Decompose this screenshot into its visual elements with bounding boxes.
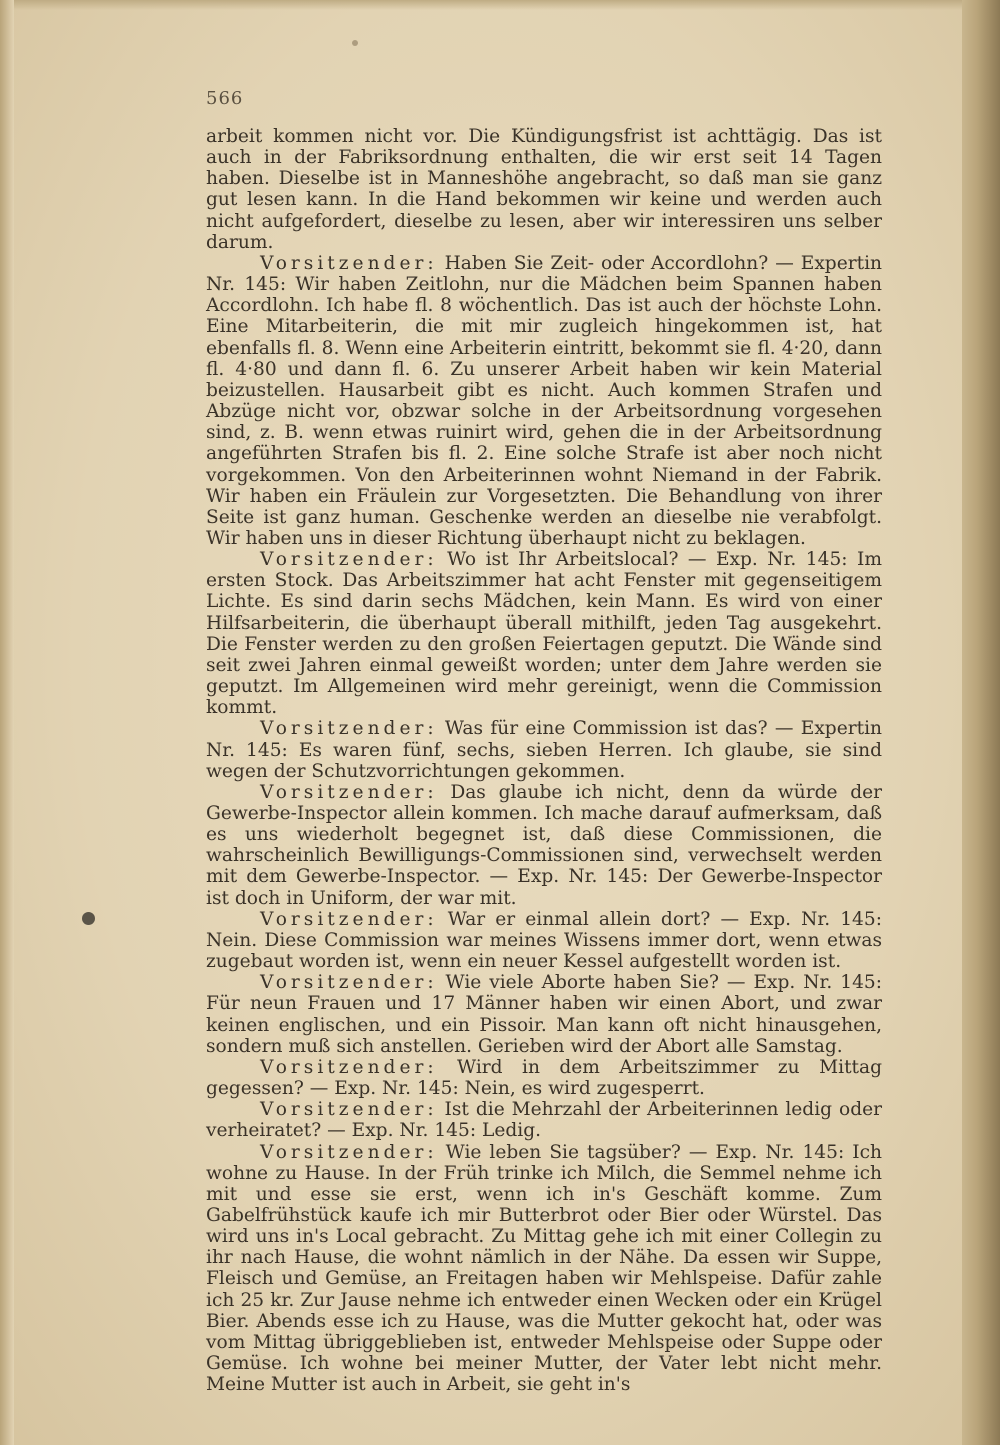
paragraph-text: Haben Sie Zeit- oder Accordlohn? — Expertin Nr. 145: Wir haben Zeitlohn, nur die Mädchen beim Spannen haben Accordlohn. Ich habe fl. 8 wöchentlich. Das ist auch der höchste Lohn. Eine Mitarbeiterin, die mit mir zugleich hingekommen ist, hat ebenfalls fl. 8. Wenn eine Arbeiterin eintritt, bekommt sie fl. 4·20, dann fl. 4·80 und dann fl. 6. Zu unserer Arbeit haben wir kein Material beizustellen. Hausarbeit gibt es nicht. Auch kommen Strafen und Abzüge nicht vor, obzwar solche in der Arbeitsordnung vorgesehen sind, z. B. wenn etwas ruinirt wird, gehen die in der Arbeitsordnung angeführten Strafen bis fl. 2. Eine solche Strafe ist aber noch nicht vorgekommen. Von den Arbeiterinnen wohnt Niemand in der Fabrik. Wir haben ein Fräulein zur Vorgesetzten. Die Behandlung von ihrer Seite ist ganz human. Geschenke werden an dieselbe nie verabfolgt. Wir haben uns in dieser Richtung überhaupt nicht zu beklagen. [206, 252, 882, 549]
paragraph-text: Was für eine Commission ist das? — Expertin Nr. 145: Es waren fünf, sechs, sieben Herren. Ich glaube, sie sind wegen der Schutzvorrichtungen gekommen. [206, 718, 882, 782]
paragraph [206, 909, 882, 972]
speaker-label: Vorsitzender: [260, 972, 438, 994]
body-text [206, 126, 882, 1395]
paragraph-text: Ist die Mehrzahl der Arbeiterinnen ledig oder verheiratet? — Exp. Nr. 145: Ledig. [206, 1099, 882, 1142]
speaker-label: Vorsitzender: [260, 908, 438, 930]
page-number: 566 [206, 88, 244, 109]
speaker-label: Vorsitzender: [260, 1141, 438, 1163]
speaker-label: Vorsitzender: [260, 1056, 438, 1078]
paragraph [206, 1142, 882, 1396]
paragraph-text: arbeit kommen nicht vor. Die Kündigungsfrist ist achttägig. Das ist auch in der Fabriksordnung enthalten, die wir erst seit 14 Tagen haben. Dieselbe ist in Manneshöhe angebracht, so daß man sie ganz gut lesen kann. In die Hand bekommen wir keine und werden auch nicht aufgefordert, dieselbe zu lesen, aber wir interessiren uns selber darum. [206, 126, 882, 253]
paragraph-text: Wie leben Sie tagsüber? — Exp. Nr. 145: Ich wohne zu Hause. In der Früh trinke ich Milch, die Semmel nehme ich mit und esse sie erst, wenn ich in's Geschäft komme. Zum Gabelfrühstück kaufe ich mir Butterbrot oder Bier oder Würstel. Das wird uns in's Local gebracht. Zu Mittag gehe ich mit einer Collegin zu ihr nach Hause, die wohnt nämlich in der Nähe. Da essen wir Suppe, Fleisch und Gemüse, an Freitagen haben wir Mehlspeise. Dafür zahle ich 25 kr. Zur Jause nehme ich entweder einen Wecken oder ein Krügel Bier. Abends esse ich zu Hause, was die Mutter gekocht hat, oder was vom Mittag übriggeblieben ist, entweder Mehlspeise oder Suppe oder Gemüse. Ich wohne bei meiner Mutter, der Vater lebt nicht mehr. Meine Mutter ist auch in Arbeit, sie geht in's [206, 1141, 882, 1396]
ink-blot [82, 912, 95, 925]
paragraph-text: War er einmal allein dort? — Exp. Nr. 145: Nein. Diese Commission war meines Wissens immer dort, wenn etwas zugebaut worden ist, wenn ein neuer Kessel aufgestellt worden ist. [206, 908, 882, 973]
paragraph-text: Das glaube ich nicht, denn da würde der Gewerbe-Inspector allein kommen. Ich mache darauf aufmerksam, daß es uns wiederholt begegnet ist, daß diese Commissionen, die wahrscheinlich Bewilligungs-Commissionen sind, verwechselt werden mit dem Gewerbe-Inspector. — Exp. Nr. 145: Der Gewerbe-Inspector ist doch in Uniform, der war mit. [206, 781, 882, 909]
speaker-label: Vorsitzender: [260, 549, 438, 571]
speaker-label: Vorsitzender: [260, 252, 438, 274]
page-binding-edge [962, 0, 1000, 1445]
paragraph-text: Wie viele Aborte haben Sie? — Exp. Nr. 145: Für neun Frauen und 17 Männer haben wir einen Abort, und zwar keinen englischen, und ein Pissoir. Man kann oft nicht hinausgehen, sondern muß sich anstellen. Gerieben wird der Abort alle Samstag. [206, 972, 882, 1057]
page-left-edge [0, 0, 14, 1445]
speaker-label: Vorsitzender: [260, 1099, 438, 1121]
page-top-shadow [0, 0, 1000, 10]
paragraph [206, 718, 882, 781]
paper-speck [352, 40, 358, 46]
paragraph-text: Wird in dem Arbeitszimmer zu Mittag gegessen? — Exp. Nr. 145: Nein, es wird zugesperrt. [206, 1056, 882, 1100]
speaker-label: Vorsitzender: [260, 718, 438, 740]
paragraph [206, 782, 882, 909]
speaker-label: Vorsitzender: [260, 781, 438, 803]
paragraph [206, 549, 882, 718]
paragraph [206, 126, 882, 253]
paragraph [206, 1099, 882, 1141]
paragraph-text: Wo ist Ihr Arbeitslocal? — Exp. Nr. 145: Im ersten Stock. Das Arbeitszimmer hat acht Fenster mit gegenseitigem Lichte. Es sind darin sechs Mädchen, kein Mann. Es wird von einer Hilfsarbeiterin, die überhaupt überall mithilft, jeden Tag ausgekehrt. Die Fenster werden zu den großen Feiertagen geputzt. Die Wände sind seit zwei Jahren einmal geweißt worden; unter dem Jahre werden sie geputzt. Im Allgemeinen wird mehr gereinigt, wenn die Commission kommt. [206, 549, 882, 719]
paragraph [206, 1057, 882, 1099]
paragraph [206, 253, 882, 549]
paragraph [206, 972, 882, 1057]
